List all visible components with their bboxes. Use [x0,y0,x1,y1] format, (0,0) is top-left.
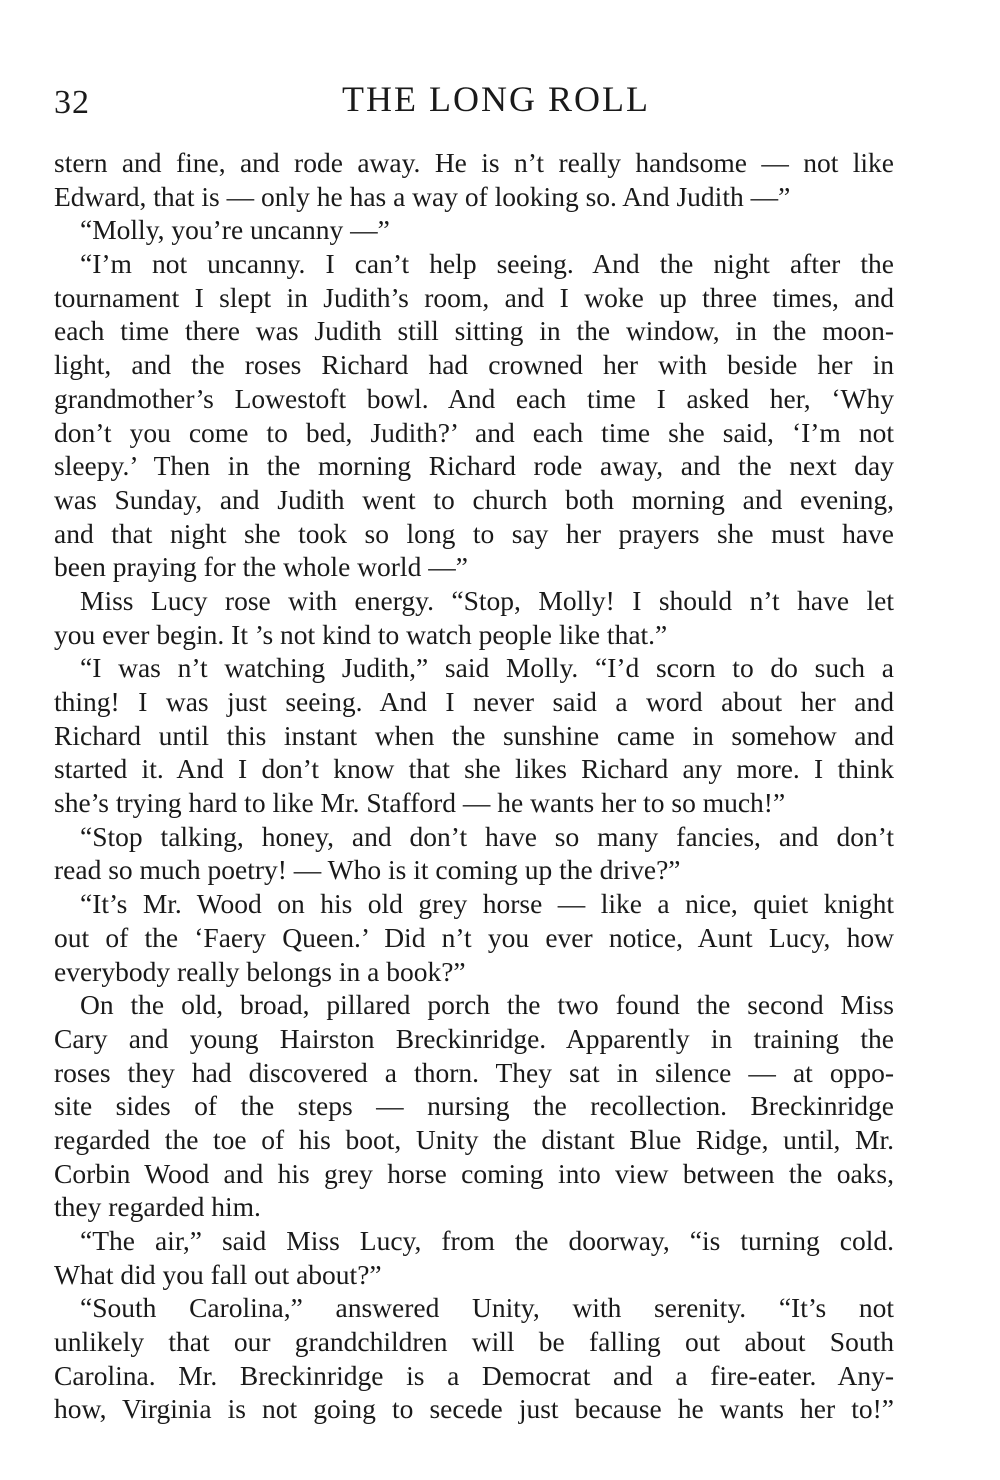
text-line: been praying for the whole world —” [54,551,468,583]
text-line: Carolina. Mr. Breckinridge is a Democrat and a fire-eater. Any- [54,1359,894,1391]
text-line: On the old, broad, pillared porch the two found the second Miss [80,989,894,1021]
text-line: how, Virginia is not going to secede just because he wants her to!” [54,1393,894,1425]
text-line: sleepy.’ Then in the morning Richard rode away, and the next day [54,450,894,482]
text-line: tournament I slept in Judith’s room, and I woke up three times, and [54,281,894,313]
text-line: started it. And I don’t know that she likes Richard any more. I think [54,753,894,785]
text-line: What did you fall out about?” [54,1258,382,1290]
text-line: site sides of the steps — nursing the recollection. Breckinridge [54,1090,894,1122]
text-line: you ever begin. It ’s not kind to watch people like that.” [54,618,668,650]
body-text [54,146,894,1426]
text-line: out of the ‘Faery Queen.’ Did n’t you ever notice, Aunt Lucy, how [54,921,894,953]
text-line: was Sunday, and Judith went to church both morning and evening, [54,483,894,515]
text-line: Edward, that is — only he has a way of looking so. And Judith —” [54,180,791,212]
text-line: “I was n’t watching Judith,” said Molly. “I’d scorn to do such a [80,652,894,684]
text-line: they regarded him. [54,1191,261,1223]
text-line: light, and the roses Richard had crowned her with beside her in [54,349,894,381]
page-header [54,78,890,128]
text-line: “South Carolina,” answered Unity, with serenity. “It’s not [80,1292,894,1324]
text-line: unlikely that our grandchildren will be falling out about South [54,1326,894,1358]
running-head: THE LONG ROLL [342,79,650,119]
text-line: “The air,” said Miss Lucy, from the doorway, “is turning cold. [80,1225,894,1256]
page-number: 32 [54,84,90,121]
text-line: roses they had discovered a thorn. They sat in silence — at oppo- [54,1056,894,1088]
text-line: “It’s Mr. Wood on his old grey horse — like a nice, quiet knight [80,888,894,920]
text-line: don’t you come to bed, Judith?’ and each time she said, ‘I’m not [54,416,894,448]
text-line: read so much poetry! — Who is it coming up the drive?” [54,854,681,886]
text-line: grandmother’s Lowestoft bowl. And each time I asked her, ‘Why [54,382,894,414]
text-line: Miss Lucy rose with energy. “Stop, Molly! I should n’t have let [80,584,894,616]
text-line: she’s trying hard to like Mr. Stafford — he wants her to so much!” [54,787,786,819]
text-line: regarded the toe of his boot, Unity the distant Blue Ridge, until, Mr. [54,1123,894,1155]
text-line: thing! I was just seeing. And I never said a word about her and [54,686,894,717]
text-line: “I’m not uncanny. I can’t help seeing. And the night after the [80,248,894,280]
text-line: and that night she took so long to say her prayers she must have [54,517,894,549]
text-line: “Stop talking, honey, and don’t have so many fancies, and don’t [80,820,894,852]
text-line: Corbin Wood and his grey horse coming into view between the oaks, [54,1157,894,1189]
text-line: everybody really belongs in a book?” [54,955,466,987]
text-line: Richard until this instant when the sunshine came in somehow and [54,719,894,751]
text-line: Cary and young Hairston Breckinridge. Apparently in training the [54,1022,894,1054]
text-line: “Molly, you’re uncanny —” [80,214,390,246]
text-line: stern and fine, and rode away. He is n’t really handsome — not like [54,147,894,178]
text-line: each time there was Judith still sitting in the window, in the moon- [54,315,894,347]
